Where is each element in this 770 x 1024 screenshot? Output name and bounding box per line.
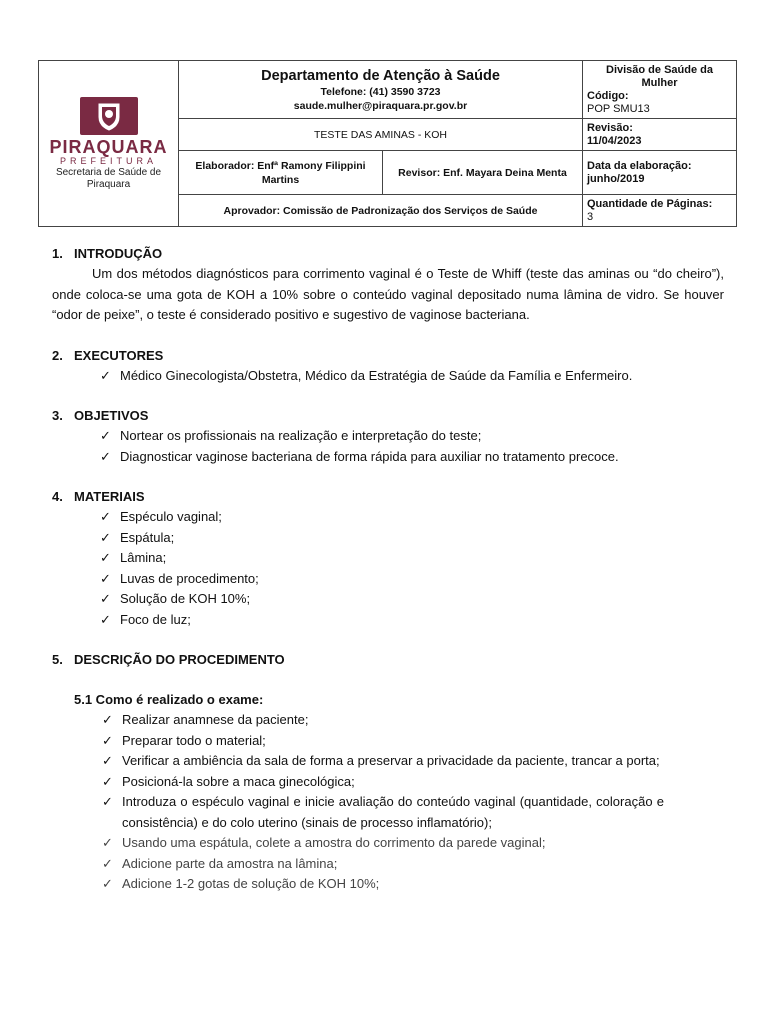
department-cell	[179, 61, 583, 119]
materiais-list	[52, 507, 724, 630]
section-title-text: OBJETIVOS	[74, 408, 149, 423]
section-materiais-title	[52, 487, 724, 507]
list-item: ✓ Foco de luz;	[100, 610, 724, 631]
codigo-value: POP SMU13	[587, 102, 650, 115]
list-item: ✓ Lâmina;	[100, 548, 724, 569]
section-number: 1.	[52, 246, 63, 261]
check-icon: ✓	[100, 367, 111, 383]
list-item: ✓ Usando uma espátula, colete a amostra do corrimento da parede vaginal;	[102, 833, 664, 854]
aprovador-cell	[179, 195, 583, 227]
piraquara-crest-logo	[80, 97, 138, 135]
section-descricao-title	[52, 650, 724, 670]
list-item: ✓ Diagnosticar vaginose bacteriana de forma rápida para auxiliar no tratamento precoce.	[100, 447, 724, 468]
section-number: 4.	[52, 489, 63, 504]
check-icon: ✓	[100, 448, 111, 464]
revisao-value: 11/04/2023	[587, 134, 642, 147]
department-email: saude.mulher@piraquara.pr.gov.br	[293, 99, 468, 112]
document-body	[52, 244, 724, 895]
executores-list	[52, 366, 724, 387]
list-item: ✓ Preparar todo o material;	[102, 731, 664, 752]
check-icon: ✓	[100, 509, 111, 524]
check-icon: ✓	[102, 855, 113, 871]
division-name: Divisão de Saúde da Mulher	[606, 63, 713, 89]
data-value: junho/2019	[587, 172, 645, 185]
list-item: ✓ Espéculo vaginal;	[100, 507, 724, 528]
elaborador-cell	[179, 151, 383, 195]
list-item: ✓ Introduza o espéculo vaginal e inicie avaliação do conteúdo vaginal (quantidade, coloração e consistência) e do colo uterino (sinais de processo inflamatório);	[102, 794, 664, 830]
section-number: 5.	[52, 652, 63, 667]
list-item: ✓ Espátula;	[100, 528, 724, 549]
section-objetivos-title	[52, 406, 724, 426]
logo-brand: PIRAQUARA	[49, 136, 168, 157]
doc-title: TESTE DAS AMINAS - KOH	[313, 128, 448, 141]
section-title-text: DESCRIÇÃO DO PROCEDIMENTO	[74, 652, 285, 667]
aprovador: Aprovador: Comissão de Padronização dos Serviços de Saúde	[223, 204, 538, 217]
list-item: ✓ Realizar anamnese da paciente;	[102, 710, 664, 731]
list-item: ✓ Verificar a ambiência da sala de forma a preservar a privacidade da paciente, trancar a porta;	[102, 751, 664, 772]
check-icon: ✓	[102, 753, 113, 768]
division-cell	[583, 61, 737, 119]
introducao-paragraph	[52, 264, 724, 326]
header-table	[38, 60, 737, 227]
list-item: ✓ Posicioná-la sobre a maca ginecológica;	[102, 772, 664, 793]
check-icon: ✓	[102, 794, 113, 809]
section-introducao-title	[52, 244, 724, 264]
section-title-text: INTRODUÇÃO	[74, 246, 163, 261]
department-phone: Telefone: (41) 3590 3723	[320, 85, 441, 98]
logo-caption: Secretaria de Saúde de Piraquara	[55, 166, 162, 190]
logo-cell	[39, 61, 179, 227]
department-title: Departamento de Atenção à Saúde	[261, 67, 500, 84]
check-icon: ✓	[102, 876, 113, 891]
paginas-cell	[583, 195, 737, 227]
revisao-cell	[583, 119, 737, 151]
check-icon: ✓	[100, 611, 111, 627]
paginas-label: Quantidade de Páginas:	[587, 197, 713, 210]
check-icon: ✓	[100, 550, 111, 565]
check-icon: ✓	[100, 428, 111, 443]
introducao-text: Um dos métodos diagnósticos para corrimento vaginal é o Teste de Whiff (teste das aminas ou “do cheiro”), onde coloca-se uma gota de KOH a 10% sobre o conteúdo vaginal depositado numa lâmina de vidro. Se houver “odor de peixe”, o teste é considerado positivo e sugestivo de vaginose bacteriana.	[52, 266, 724, 322]
revisor-cell	[383, 151, 583, 195]
list-item: ✓ Adicione parte da amostra na lâmina;	[102, 854, 664, 875]
revisao-label: Revisão:	[587, 121, 633, 134]
check-icon: ✓	[102, 773, 113, 789]
list-item: ✓ Luvas de procedimento;	[100, 569, 724, 590]
section-executores-title	[52, 346, 724, 366]
objetivos-list	[52, 426, 724, 467]
elaborador: Elaborador: Enfª Ramony Filippini Martins	[195, 159, 366, 186]
section-number: 3.	[52, 408, 63, 423]
doc-title-cell	[179, 119, 583, 151]
section-title-text: EXECUTORES	[74, 347, 164, 363]
section-title-text: MATERIAIS	[74, 489, 145, 504]
list-item: ✓ Adicione 1-2 gotas de solução de KOH 10%;	[102, 874, 664, 895]
list-item: ✓ Solução de KOH 10%;	[100, 589, 724, 610]
list-item: ✓ Médico Ginecologista/Obstetra, Médico da Estratégia de Saúde da Família e Enfermeiro.	[100, 366, 664, 387]
revisor: Revisor: Enf. Mayara Deina Menta	[398, 166, 567, 179]
list-item: ✓ Nortear os profissionais na realização e interpretação do teste;	[100, 426, 724, 447]
check-icon: ✓	[102, 712, 113, 727]
check-icon: ✓	[100, 570, 111, 586]
paginas-value: 3	[587, 210, 594, 223]
logo-subtitle: PREFEITURA	[59, 155, 157, 166]
check-icon: ✓	[102, 835, 113, 850]
procedimento-list	[52, 710, 724, 895]
codigo-label: Código:	[587, 89, 629, 102]
subsection-title: 5.1 Como é realizado o exame:	[74, 692, 264, 707]
check-icon: ✓	[100, 529, 111, 545]
section-number: 2.	[52, 347, 63, 363]
check-icon: ✓	[100, 591, 111, 606]
data-label: Data da elaboração:	[587, 159, 692, 172]
check-icon: ✓	[102, 732, 113, 748]
data-elaboracao-cell	[583, 151, 737, 195]
